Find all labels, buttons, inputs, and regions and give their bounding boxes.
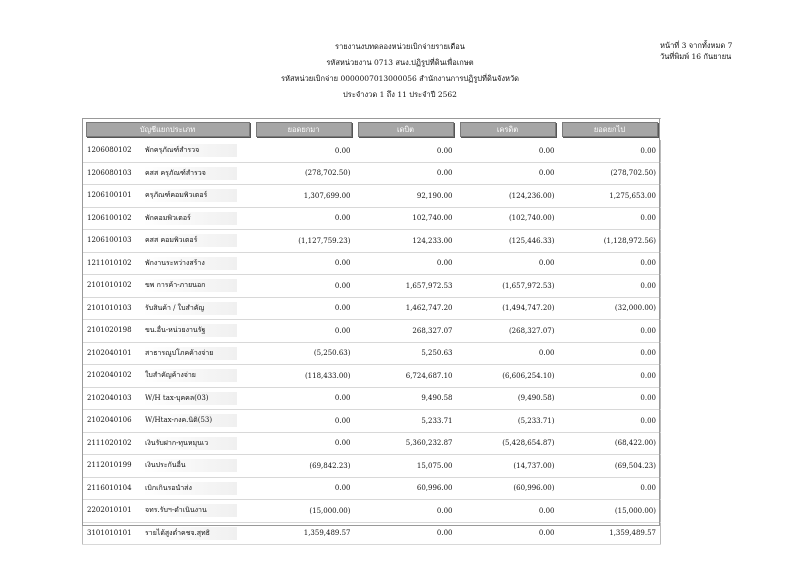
account-code: 2112010199: [87, 461, 132, 470]
account-name: เบิกเกินรอนำส่ง: [143, 482, 237, 495]
account-name: พักคอมพิวเตอร์: [143, 212, 237, 225]
debit-cell: 124,233.00: [355, 230, 457, 253]
account-code: 1206100103: [87, 236, 132, 245]
brought-forward-cell: 1,307,699.00: [253, 185, 355, 208]
carried-forward-cell: 1,275,653.00: [559, 185, 661, 208]
account-name: คสส ครุภัณฑ์สำรวจ: [143, 167, 237, 180]
table-row: [83, 342, 661, 365]
carried-forward-cell: 0.00: [559, 140, 661, 162]
account-name: ครุภัณฑ์คอมพิวเตอร์: [143, 189, 237, 202]
carried-forward-cell: (278,702.50): [559, 162, 661, 185]
table-row: [83, 410, 661, 433]
debit-cell: 6,724,687.10: [355, 365, 457, 388]
debit-cell: 0.00: [355, 500, 457, 523]
brought-forward-cell: 0.00: [253, 320, 355, 343]
brought-forward-cell: (278,702.50): [253, 162, 355, 185]
account-name: พักครุภัณฑ์สำรวจ: [143, 144, 237, 157]
account-code: 2101010102: [87, 281, 132, 290]
credit-cell: (14,737.00): [457, 455, 559, 478]
account-name: รายได้สูงต่ำคชจ.สุทธิ: [143, 527, 237, 540]
period-line: ประจำงวด 1 ถึง 11 ประจำปี 2562: [343, 90, 457, 99]
account-code: 1206080103: [87, 168, 132, 177]
account-cell: [83, 275, 253, 298]
account-name: ขพ การค้า-ภายนอก: [143, 279, 237, 292]
debit-cell: 5,233.71: [355, 410, 457, 433]
account-name: สาธารณูปโภคค้างจ่าย: [143, 347, 237, 360]
table-header-row: [83, 119, 661, 141]
account-cell: [83, 410, 253, 433]
carried-forward-cell: (1,128,972.56): [559, 230, 661, 253]
header-debit: เดบิต: [358, 122, 454, 137]
report-title: รายงานงบทดลองหน่วยเบิกจ่ายรายเดือน: [335, 42, 465, 51]
account-code: 3101010101: [87, 528, 132, 537]
header-carried-forward: ยอดยกไป: [562, 122, 658, 137]
brought-forward-cell: (5,250.63): [253, 342, 355, 365]
debit-cell: 0.00: [355, 140, 457, 162]
account-name: W/H tax-บุคคล(03): [143, 392, 237, 405]
carried-forward-cell: (68,422.00): [559, 432, 661, 455]
carried-forward-cell: 0.00: [559, 342, 661, 365]
credit-cell: (5,233.71): [457, 410, 559, 433]
table-row: [83, 297, 661, 320]
account-cell: [83, 387, 253, 410]
account-cell: [83, 342, 253, 365]
brought-forward-cell: 1,359,489.57: [253, 522, 355, 545]
brought-forward-cell: 0.00: [253, 275, 355, 298]
debit-cell: 5,250.63: [355, 342, 457, 365]
debit-cell: 9,490.58: [355, 387, 457, 410]
debit-cell: 1,462,747.20: [355, 297, 457, 320]
account-cell: [83, 185, 253, 208]
trial-balance-table: [82, 118, 661, 545]
account-code: 2102040106: [87, 416, 132, 425]
table-row: [83, 275, 661, 298]
account-cell: [83, 455, 253, 478]
account-cell: [83, 207, 253, 230]
table-row: [83, 455, 661, 478]
account-cell: [83, 230, 253, 253]
carried-forward-cell: 0.00: [559, 252, 661, 275]
carried-forward-cell: 0.00: [559, 207, 661, 230]
account-name: รับสินค้า / ใบสำคัญ: [143, 302, 237, 315]
carried-forward-cell: 0.00: [559, 410, 661, 433]
credit-cell: (5,428,654.87): [457, 432, 559, 455]
brought-forward-cell: 0.00: [253, 387, 355, 410]
credit-cell: (102,740.00): [457, 207, 559, 230]
carried-forward-cell: (69,504.23): [559, 455, 661, 478]
credit-cell: (124,236.00): [457, 185, 559, 208]
account-code: 2102040102: [87, 371, 132, 380]
account-code: 2102040101: [87, 348, 132, 357]
debit-cell: 0.00: [355, 522, 457, 545]
account-name: เงินประกันอื่น: [143, 459, 237, 472]
account-code: 2101010103: [87, 303, 132, 312]
credit-cell: 0.00: [457, 500, 559, 523]
carried-forward-cell: 0.00: [559, 275, 661, 298]
debit-cell: 0.00: [355, 162, 457, 185]
agency-code-line: รหัสหน่วยงาน 0713 สนง.ปฏิรูปที่ดินเพื่อเกษต: [326, 58, 474, 67]
brought-forward-cell: 0.00: [253, 252, 355, 275]
credit-cell: (1,494,747.20): [457, 297, 559, 320]
disbursing-unit-line: รหัสหน่วยเบิกจ่าย 0000007013000056 สำนักงานการปฏิรูปที่ดินจังหวัด: [280, 74, 520, 83]
brought-forward-cell: 0.00: [253, 140, 355, 162]
table-row: [83, 522, 661, 545]
page-info: [660, 40, 732, 62]
table-row: [83, 320, 661, 343]
account-code: 2202010101: [87, 506, 132, 515]
credit-cell: (1,657,972.53): [457, 275, 559, 298]
header-brought-forward: ยอดยกมา: [256, 122, 352, 137]
carried-forward-cell: (32,000.00): [559, 297, 661, 320]
table-row: [83, 230, 661, 253]
account-cell: [83, 432, 253, 455]
header-credit: เครดิต: [460, 122, 556, 137]
table-row: [83, 387, 661, 410]
brought-forward-cell: (69,842.23): [253, 455, 355, 478]
account-cell: [83, 477, 253, 500]
credit-cell: (60,996.00): [457, 477, 559, 500]
account-cell: [83, 140, 253, 162]
table-row: [83, 140, 661, 162]
table-row: [83, 365, 661, 388]
brought-forward-cell: 0.00: [253, 477, 355, 500]
debit-cell: 15,075.00: [355, 455, 457, 478]
account-code: 1206080102: [87, 146, 132, 155]
account-name: ใบสำคัญค้างจ่าย: [143, 369, 237, 382]
brought-forward-cell: 0.00: [253, 410, 355, 433]
carried-forward-cell: 0.00: [559, 477, 661, 500]
debit-cell: 5,360,232.87: [355, 432, 457, 455]
account-cell: [83, 297, 253, 320]
account-code: 1206100101: [87, 191, 132, 200]
brought-forward-cell: 0.00: [253, 207, 355, 230]
table-row: [83, 500, 661, 523]
carried-forward-cell: 1,359,489.57: [559, 522, 661, 545]
credit-cell: (125,446.33): [457, 230, 559, 253]
credit-cell: (9,490.58): [457, 387, 559, 410]
credit-cell: 0.00: [457, 140, 559, 162]
print-date: วันที่พิมพ์ 16 กันยายน: [660, 52, 732, 61]
account-name: คสส คอมพิวเตอร์: [143, 234, 237, 247]
table-body: [83, 140, 661, 545]
account-cell: [83, 320, 253, 343]
credit-cell: 0.00: [457, 162, 559, 185]
account-cell: [83, 252, 253, 275]
account-name: ขน.อื่น-หน่วยงานรัฐ: [143, 324, 237, 337]
account-name: พักงานระหว่างสร้าง: [143, 257, 237, 270]
page-number: หน้าที่ 3 จากทั้งหมด 7: [660, 41, 733, 50]
credit-cell: 0.00: [457, 522, 559, 545]
brought-forward-cell: (1,127,759.23): [253, 230, 355, 253]
table-row: [83, 252, 661, 275]
account-name: เงินรับฝาก-ทุนหมุนเว: [143, 437, 237, 450]
table-row: [83, 162, 661, 185]
table-row: [83, 185, 661, 208]
carried-forward-cell: 0.00: [559, 387, 661, 410]
account-code: 1206100102: [87, 213, 132, 222]
account-cell: [83, 500, 253, 523]
credit-cell: (6,606,254.10): [457, 365, 559, 388]
carried-forward-cell: 0.00: [559, 320, 661, 343]
brought-forward-cell: (15,000.00): [253, 500, 355, 523]
account-cell: [83, 162, 253, 185]
debit-cell: 92,190.00: [355, 185, 457, 208]
account-code: 2111020102: [87, 438, 132, 447]
credit-cell: (268,327.07): [457, 320, 559, 343]
table-row: [83, 477, 661, 500]
account-code: 2116010104: [87, 483, 132, 492]
debit-cell: 1,657,972.53: [355, 275, 457, 298]
header-account: บัญชีแยกประเภท: [86, 122, 250, 137]
account-code: 2101020198: [87, 326, 132, 335]
account-cell: [83, 365, 253, 388]
carried-forward-cell: (15,000.00): [559, 500, 661, 523]
brought-forward-cell: 0.00: [253, 432, 355, 455]
account-name: จทร.รับฯ-ดำเนินงาน: [143, 504, 237, 517]
carried-forward-cell: 0.00: [559, 365, 661, 388]
debit-cell: 268,327.07: [355, 320, 457, 343]
credit-cell: 0.00: [457, 252, 559, 275]
table-row: [83, 432, 661, 455]
debit-cell: 102,740.00: [355, 207, 457, 230]
account-name: W/Htax-กงค.นิติ(53): [143, 414, 237, 427]
account-cell: [83, 522, 253, 545]
debit-cell: 60,996.00: [355, 477, 457, 500]
brought-forward-cell: 0.00: [253, 297, 355, 320]
account-code: 1211010102: [87, 258, 132, 267]
debit-cell: 0.00: [355, 252, 457, 275]
table-row: [83, 207, 661, 230]
brought-forward-cell: (118,433.00): [253, 365, 355, 388]
account-code: 2102040103: [87, 393, 132, 402]
credit-cell: 0.00: [457, 342, 559, 365]
